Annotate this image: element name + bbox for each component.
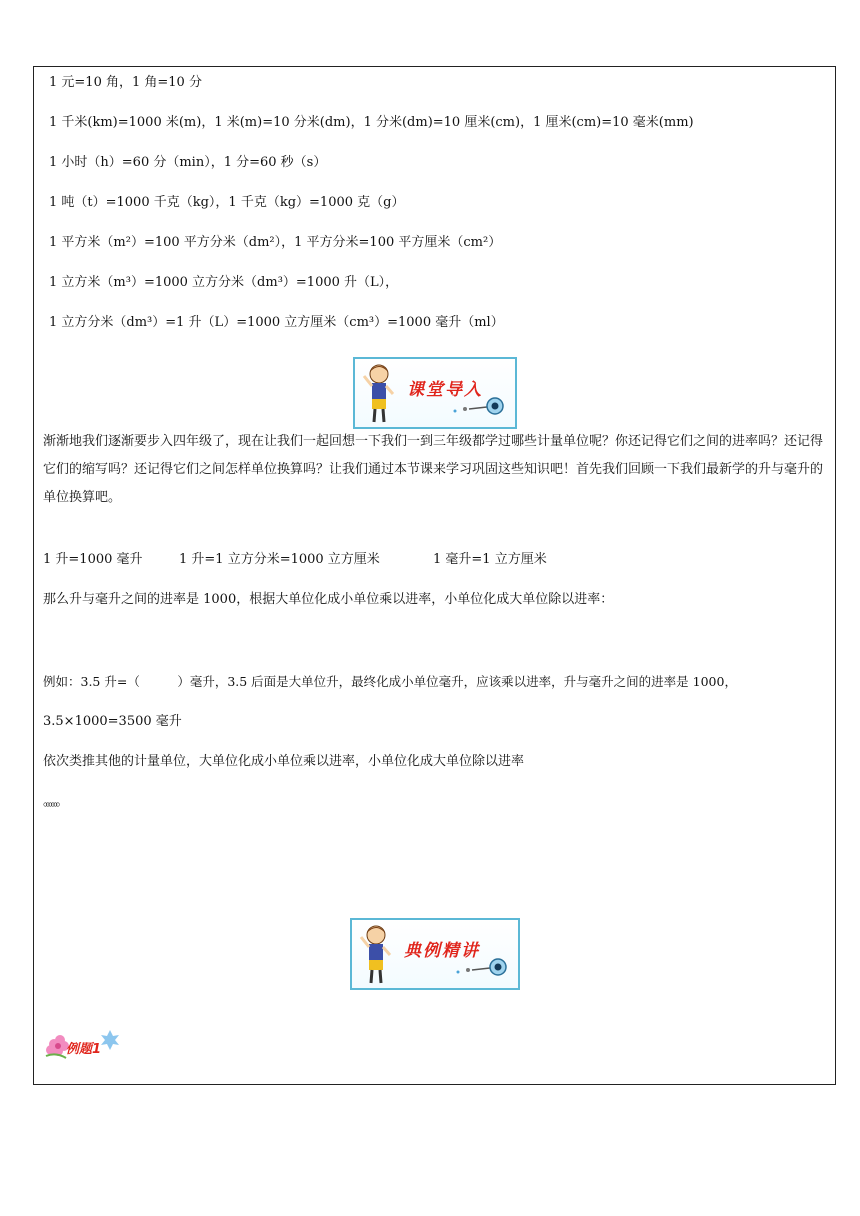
conversion-2: 1 升=1 立方分米=1000 立方厘米: [179, 552, 380, 567]
ellipsis-dots: 。。。。。。: [43, 794, 65, 809]
conversion-3: 1 毫升=1 立方厘米: [433, 552, 547, 567]
unit-line-volume: 1 立方米（m³）=1000 立方分米（dm³）=1000 升（L），: [49, 275, 399, 290]
conversion-1: 1 升=1000 毫升: [43, 552, 143, 567]
calc-line: 3.5×1000=3500 毫升: [43, 714, 182, 729]
eyeball-icon: [450, 956, 510, 978]
girl-cartoon-icon: [359, 362, 399, 426]
girl-cartoon-icon: [356, 923, 396, 987]
unit-line-mass: 1 吨（t）=1000 千克（kg），1 千克（kg）=1000 克（g）: [49, 195, 405, 210]
example-1-heading: [40, 1022, 130, 1062]
unit-line-capacity: 1 立方分米（dm³）=1 升（L）=1000 立方厘米（cm³）=1000 毫升（ml）: [49, 315, 504, 330]
rate-text: 那么升与毫升之间的进率是 1000，根据大单位化成小单位乘以进率，小单位化成大单位除以进率：: [43, 592, 614, 607]
banner-typical-examples: [350, 918, 520, 990]
banner-title: 典例精讲: [404, 941, 480, 961]
intro-paragraph: 渐渐地我们逐渐要步入四年级了，现在让我们一起回想一下我们一到三年级都学过哪些计量单位呢？你还记得它们之间的进率吗？还记得它们的缩写吗？还记得它们之间怎样单位换算吗？让我们通过本节课来学习巩固这些知识吧！首先我们回顾一下我们最新学的升与毫升的单位换算吧。: [43, 434, 824, 505]
unit-line-time: 1 小时（h）=60 分（min），1 分=60 秒（s）: [49, 155, 327, 170]
unit-line-area: 1 平方米（m²）=100 平方分米（dm²），1 平方分米=100 平方厘米（cm²）: [49, 235, 502, 250]
eyeball-icon: [447, 395, 507, 417]
example-line: 例如：3.5 升=（ ）毫升，3.5 后面是大单位升，最终化成小单位毫升，应该乘以进率，升与毫升之间的进率是 1000，: [43, 674, 737, 689]
unit-line-money: 1 元=10 角，1 角=10 分: [49, 75, 202, 90]
banner-class-intro: [353, 357, 517, 429]
example-label: 例题1: [66, 1042, 102, 1057]
banner-title: 课堂导入: [407, 380, 483, 400]
analogy-line: 依次类推其他的计量单位，大单位化成小单位乘以进率，小单位化成大单位除以进率: [43, 754, 525, 769]
unit-line-length: 1 千米(km)=1000 米(m)，1 米(m)=10 分米(dm)，1 分米(dm)=10 厘米(cm)，1 厘米(cm)=10 毫米(mm): [49, 115, 694, 130]
